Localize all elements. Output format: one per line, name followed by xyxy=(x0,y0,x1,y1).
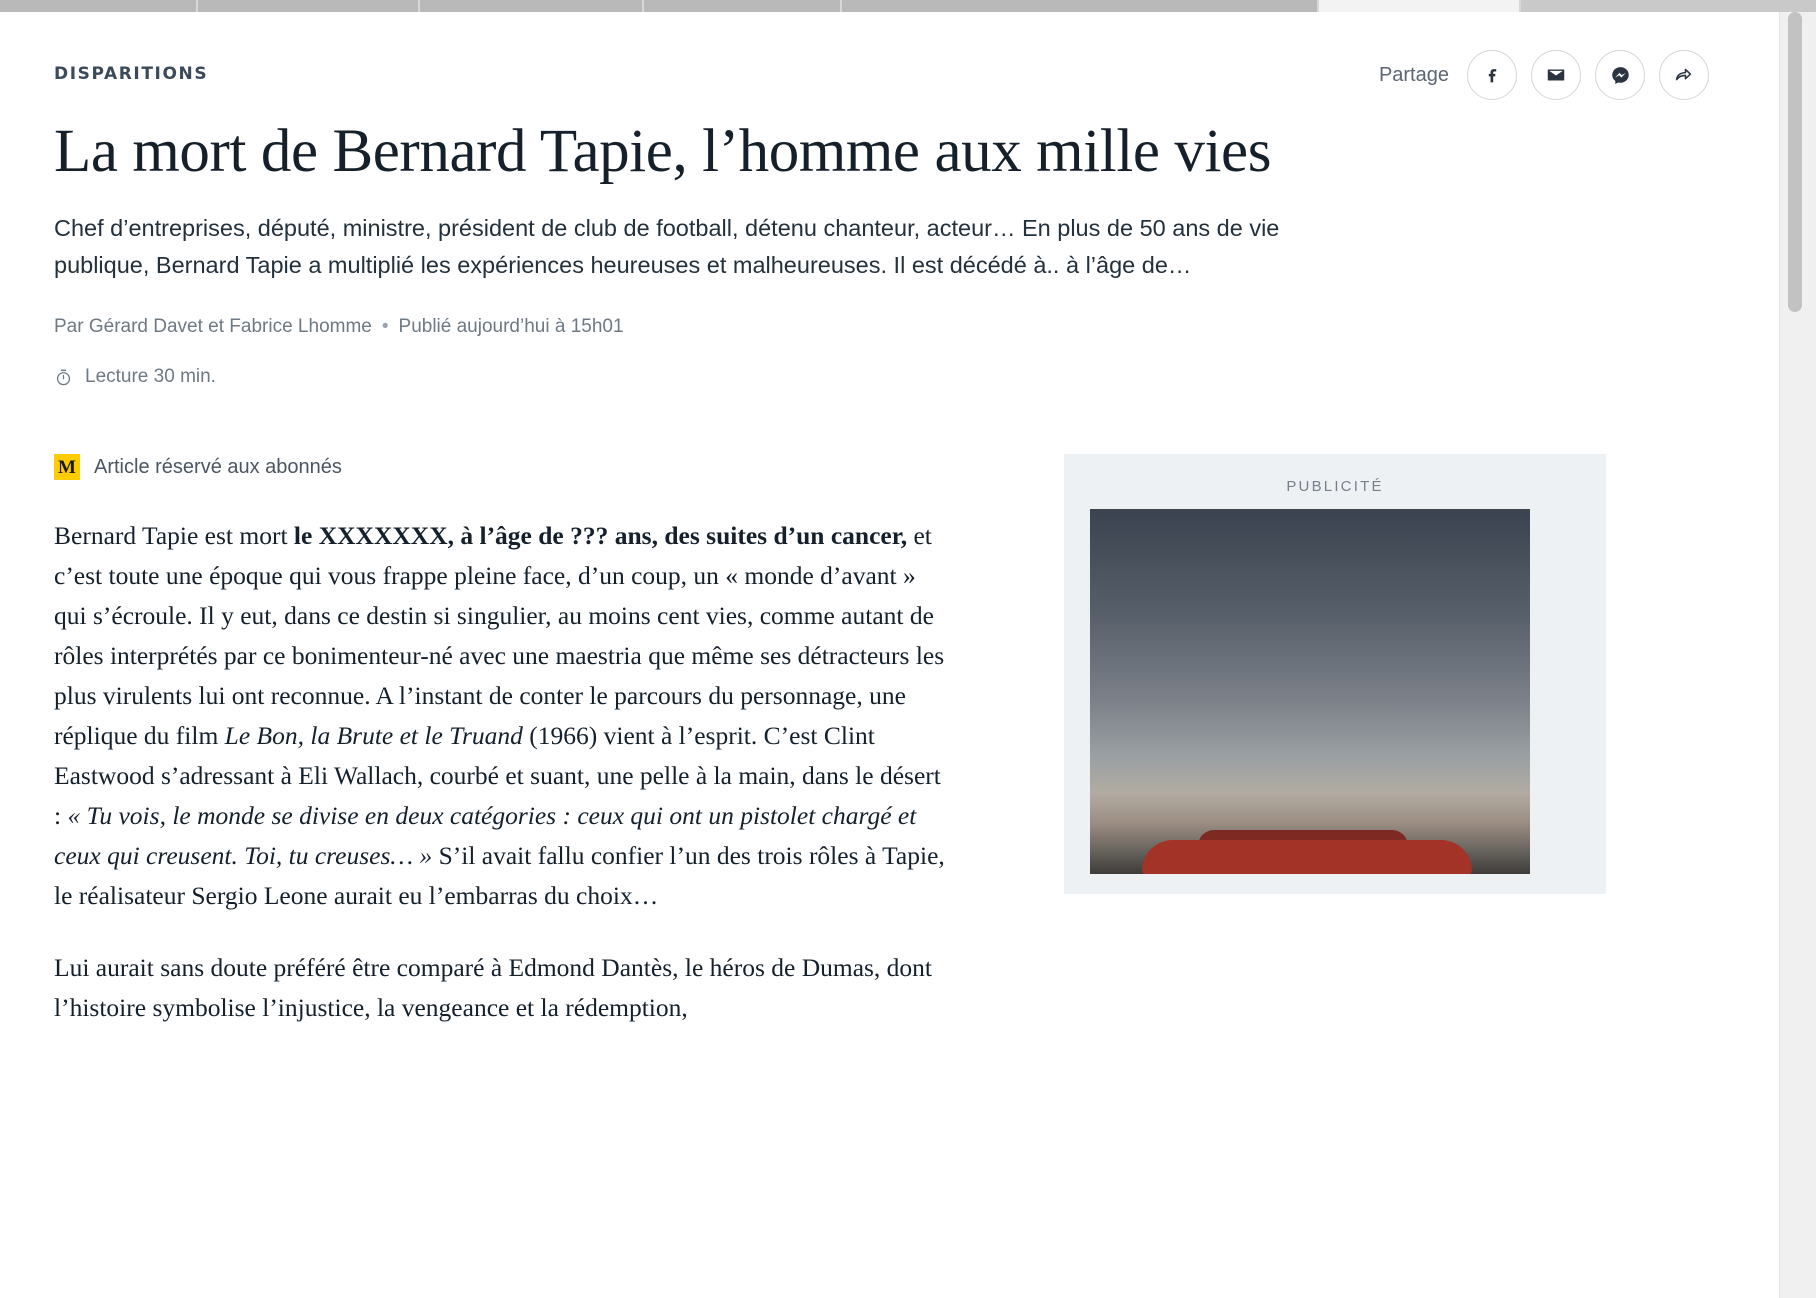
byline xyxy=(54,316,1709,338)
text-run-italic: « Tu vois, le monde se divise en deux catégories : ceux qui ont un pistolet chargé et ceux qui creusent. Toi, tu creuses… » xyxy=(54,801,917,871)
advertisement-block[interactable] xyxy=(1064,454,1606,894)
browser-tab[interactable] xyxy=(198,0,420,12)
page-content xyxy=(0,12,1745,1298)
text-run-italic: Le Bon, la Brute et le Truand xyxy=(224,721,523,751)
browser-tab[interactable] xyxy=(0,0,198,12)
envelope-icon xyxy=(1545,64,1567,86)
browser-tab[interactable] xyxy=(644,0,842,12)
reading-time-label: Lecture 30 min. xyxy=(85,366,216,388)
subscriber-badge-label: Article réservé aux abonnés xyxy=(94,455,342,478)
timer-icon xyxy=(54,368,73,387)
text-run: Bernard Tapie est mort xyxy=(54,521,294,551)
paragraph xyxy=(54,948,954,1028)
article-kicker: DISPARITIONS xyxy=(54,64,209,84)
byline-authors: Par Gérard Davet et Fabrice Lhomme xyxy=(54,316,372,338)
text-run: et c’est toute une époque qui vous frappe pleine face, d’un coup, un « monde d’avant » qui s’écroule. Il y eut, dans ce destin si singulier, au moins cent vies, comme autant de rôles interprétés par ce bonimenteur-né avec une maestria que même ses détracteurs les plus virulents lui ont reconnue. A l’instant de conter le parcours du personnage, une réplique du film xyxy=(54,521,945,751)
page-scrollbar[interactable] xyxy=(1779,12,1816,1298)
share-bar xyxy=(1379,50,1709,100)
reading-time xyxy=(54,366,1709,388)
facebook-icon xyxy=(1481,64,1503,86)
share-messenger-button[interactable] xyxy=(1595,50,1645,100)
share-label: Partage xyxy=(1378,63,1449,86)
article-standfirst: Chef d’entreprises, député, ministre, président de club de football, détenu chanteur, acteur… En plus de 50 ans de vie publique, Bernard Tapie a multiplié les expériences heureuses et malheureuses. Il est décédé à.. à l’âge de… xyxy=(54,215,1280,279)
browser-tab-active[interactable] xyxy=(1319,0,1521,12)
byline-separator: • xyxy=(381,316,389,338)
text-run: (1966) vient à l’esprit. C’est Clint Eastwood s’adressant à Eli Wallach, courbé et suant, une pelle à la main, dans le désert : xyxy=(54,721,941,831)
article-body xyxy=(54,516,954,1028)
text-run-bold: le XXXXXXX, à l’âge de ??? ans, des suites d’un cancer, xyxy=(293,521,908,551)
scrollbar-thumb[interactable] xyxy=(1788,12,1802,312)
browser-tab-strip[interactable] xyxy=(0,0,1816,12)
article-column xyxy=(54,454,954,1060)
tab-strip-filler xyxy=(1521,0,1816,12)
share-facebook-button[interactable] xyxy=(1467,50,1517,100)
browser-tab[interactable] xyxy=(420,0,644,12)
article-page xyxy=(0,12,1816,1298)
subscriber-badge xyxy=(54,454,954,480)
share-email-button[interactable] xyxy=(1531,50,1581,100)
ad-car-body xyxy=(1142,840,1472,874)
le-monde-logo-icon: M xyxy=(54,454,80,480)
advertisement-creative[interactable] xyxy=(1090,509,1530,874)
page-title: La mort de Bernard Tapie, l’homme aux mille vies xyxy=(54,118,1272,185)
article-header xyxy=(54,12,1709,100)
aside-column xyxy=(954,454,1709,1060)
paragraph xyxy=(54,516,954,916)
article-body-columns xyxy=(54,454,1709,1060)
messenger-icon xyxy=(1609,64,1632,87)
browser-tab[interactable] xyxy=(842,0,1319,12)
share-more-button[interactable] xyxy=(1659,50,1709,100)
publish-date: Publié aujourd’hui à 15h01 xyxy=(398,316,624,338)
share-arrow-icon xyxy=(1673,64,1695,86)
text-run: S’il avait fallu confier l’un des trois rôles à Tapie, le réalisateur Sergio Leone aurait eu l’embarras du choix… xyxy=(54,841,945,911)
text-run: Lui aurait sans doute préféré être comparé à Edmond Dantès, le héros de Dumas, dont l’histoire symbolise l’injustice, la vengeance et la rédemption, xyxy=(54,953,933,1023)
advertisement-label: PUBLICITÉ xyxy=(1286,478,1384,496)
